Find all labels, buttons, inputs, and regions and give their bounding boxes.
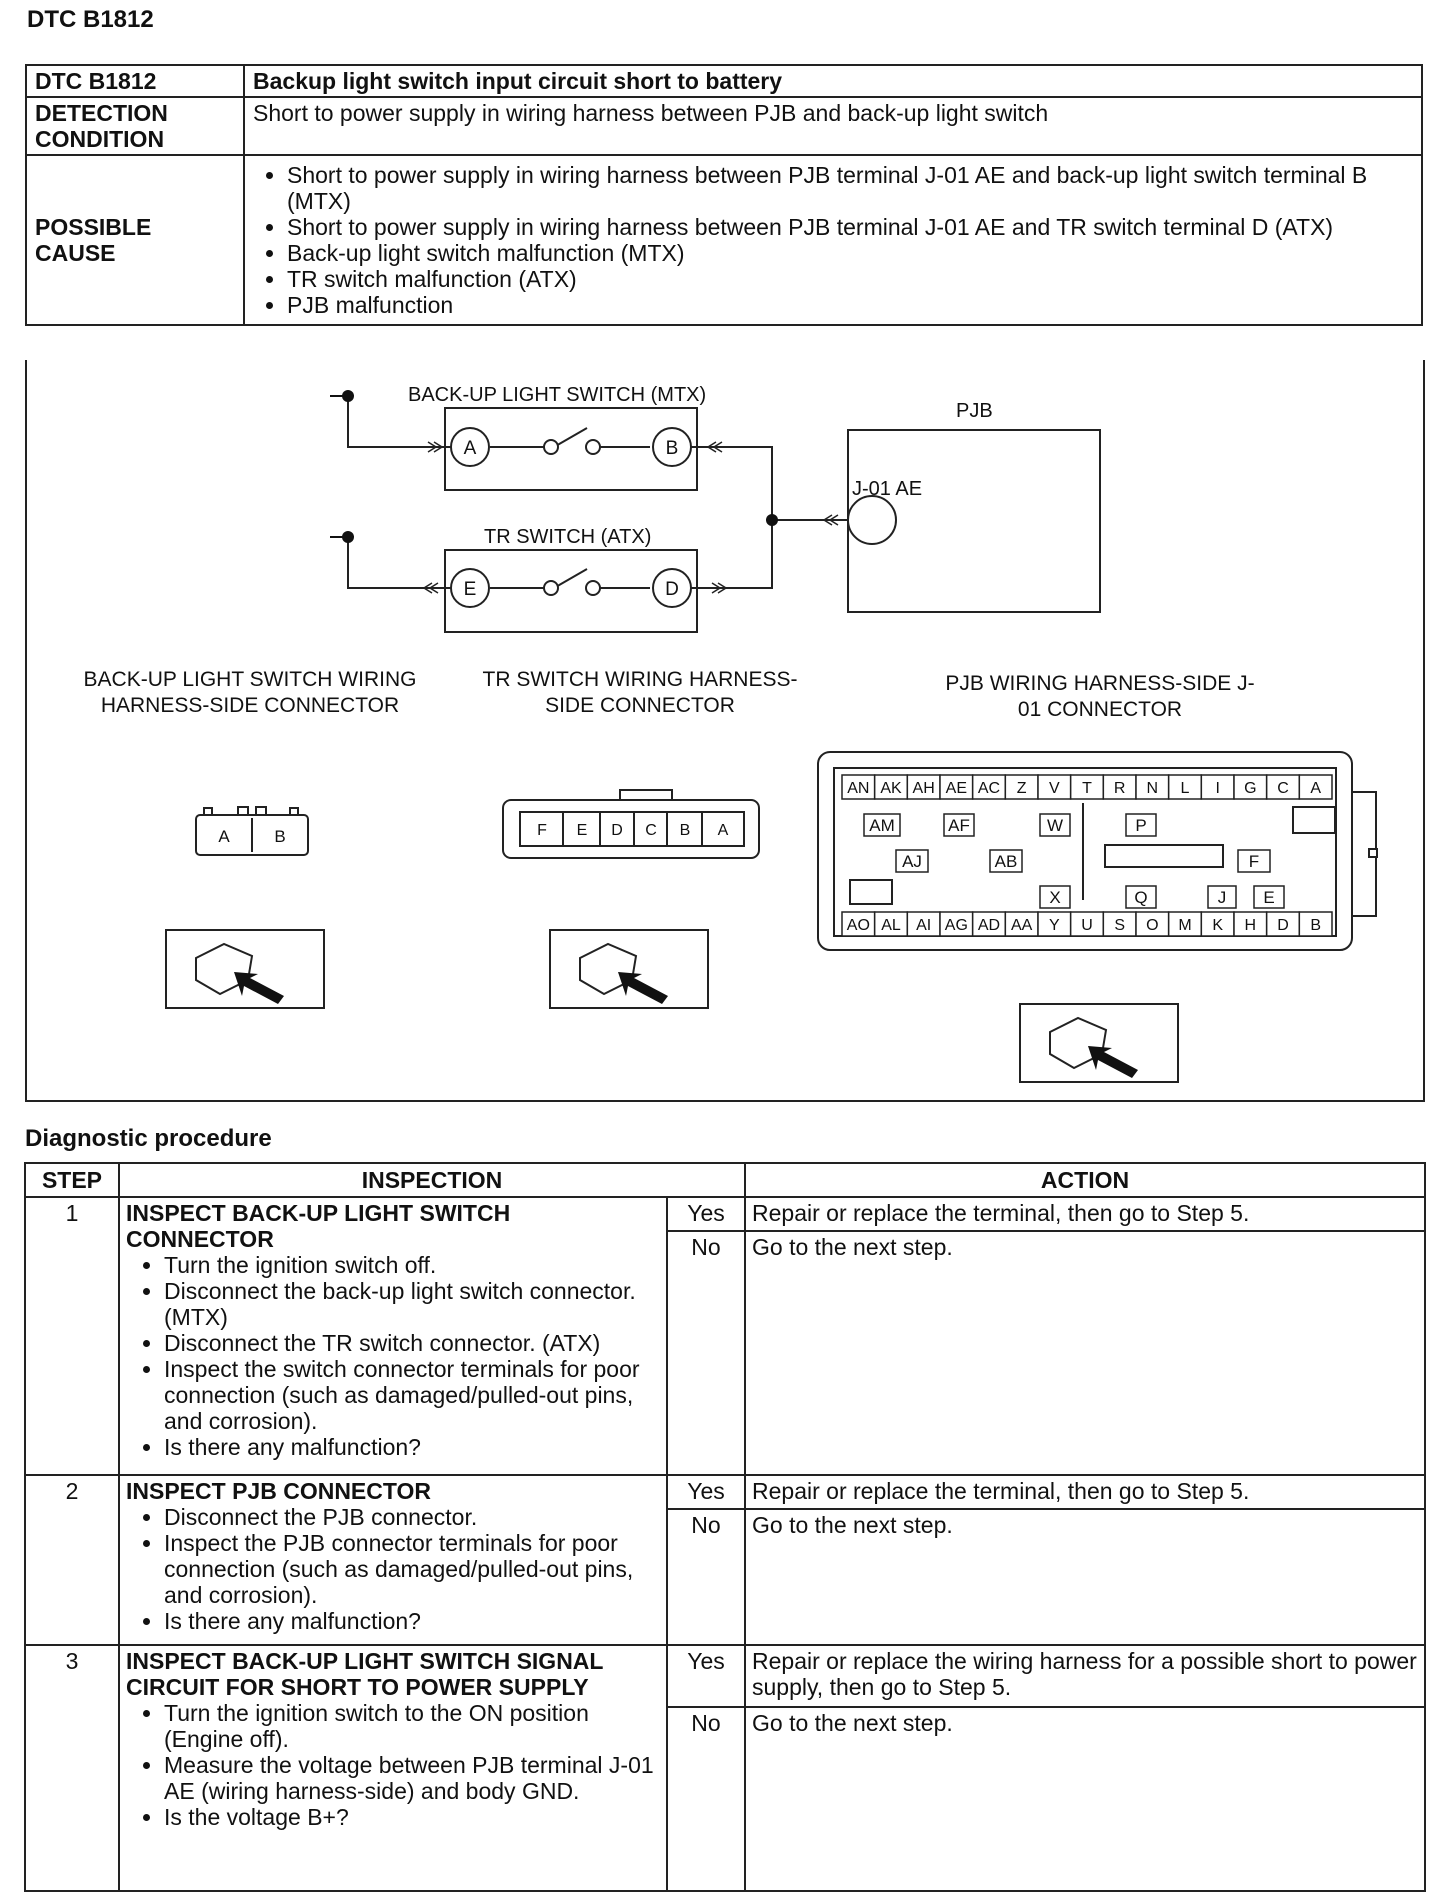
pjb-pin: J (1217, 888, 1227, 907)
step-bullet: • Disconnect the PJB connector. (164, 1504, 660, 1530)
pjb-pin: B (1310, 917, 1322, 934)
header-inspection: INSPECTION (119, 1163, 745, 1197)
connector2-pin: F (537, 822, 547, 839)
yes-label: Yes (667, 1645, 745, 1707)
procedure-header-row (25, 1163, 1425, 1197)
terminal-a: A (463, 438, 477, 459)
step-bullets (126, 1252, 660, 1460)
pjb-pin: S (1114, 917, 1126, 934)
step-bullet: • Inspect the switch connector terminals for poor connection (such as damaged/pulled-out pins, and corrosion). (164, 1356, 660, 1434)
pjb-pin: V (1048, 780, 1060, 797)
yes-action: Repair or replace the terminal, then go to Step 5. (745, 1197, 1425, 1231)
pjb-pin: AN (847, 780, 870, 797)
dtc-value: Backup light switch input circuit short to battery (244, 65, 1422, 97)
step-row (25, 1645, 1425, 1707)
connector2-pin: C (645, 822, 657, 839)
step-number: 1 (25, 1197, 119, 1475)
yes-label: Yes (667, 1197, 745, 1231)
step-bullets (126, 1700, 660, 1830)
no-label: No (667, 1707, 745, 1891)
step-bullet: • Is there any malfunction? (164, 1608, 660, 1634)
step-inspection (119, 1475, 667, 1645)
pjb-pin: U (1081, 917, 1093, 934)
pjb-pin: AL (881, 917, 901, 934)
pjb-pin: AJ (902, 852, 922, 871)
pjb-pin: AH (912, 780, 935, 797)
connector2-pin: E (576, 822, 588, 839)
yes-action: Repair or replace the wiring harness for a possible short to power supply, then go to Step 5. (745, 1645, 1425, 1707)
tr-switch-label: TR SWITCH (ATX) (484, 526, 652, 548)
pjb-terminal-label: J-01 AE (852, 478, 923, 500)
pjb-pin: AC (977, 780, 1001, 797)
connector2-pin: B (679, 822, 691, 839)
pjb-pin: C (1277, 780, 1289, 797)
pjb-pin: R (1113, 780, 1126, 797)
no-action: Go to the next step. (745, 1231, 1425, 1475)
step-row (25, 1197, 1425, 1231)
pjb-terminal-circle (848, 496, 896, 544)
procedure-title: Diagnostic procedure (25, 1125, 272, 1152)
step-bullet: • Is there any malfunction? (164, 1434, 660, 1460)
step-title: INSPECT BACK-UP LIGHT SWITCH CONNECTOR (126, 1200, 511, 1252)
pjb-label: PJB (956, 400, 993, 422)
connector2-pin: D (611, 822, 623, 839)
step-number: 3 (25, 1645, 119, 1891)
pjb-pin: AM (869, 816, 895, 835)
step-inspection (119, 1645, 667, 1891)
step-inspection (119, 1197, 667, 1475)
pjb-pin: AB (994, 852, 1018, 871)
connector1-title: BACK-UP LIGHT SWITCH WIRING HARNESS-SIDE CONNECTOR (83, 668, 417, 717)
pjb-pin: AF (948, 816, 970, 835)
pjb-pin: AO (846, 917, 870, 934)
pjb-pin: AI (916, 917, 932, 934)
pjb-pin: Z (1016, 780, 1027, 797)
procedure-table (24, 1162, 1426, 1892)
step-bullet: • Is the voltage B+? (164, 1804, 660, 1830)
step-bullet: • Disconnect the TR switch connector. (ATX) (164, 1330, 660, 1356)
no-label: No (667, 1231, 745, 1475)
pjb-pin: F (1248, 852, 1260, 871)
step-number: 2 (25, 1475, 119, 1645)
terminal-e: E (463, 579, 477, 600)
no-action: Go to the next step. (745, 1509, 1425, 1645)
no-label: No (667, 1509, 745, 1645)
detection-label: DETECTION CONDITION (26, 97, 244, 155)
signal-wire (690, 447, 772, 588)
step-bullet: • Inspect the PJB connector terminals for poor connection (such as damaged/pulled-out pins, and corrosion). (164, 1530, 660, 1608)
tr-feed-wire (330, 537, 470, 588)
pjb-pin: Q (1134, 888, 1148, 907)
pjb-pin: P (1135, 816, 1147, 835)
step-bullet: • Disconnect the back-up light switch connector. (MTX) (164, 1278, 660, 1330)
pjb-pin: I (1215, 780, 1220, 797)
pjb-pin: M (1178, 917, 1192, 934)
header-action: ACTION (745, 1163, 1425, 1197)
detection-value: Short to power supply in wiring harness between PJB and back-up light switch (244, 97, 1422, 155)
pjb-pin: AD (977, 917, 1001, 934)
step-bullets (126, 1504, 660, 1634)
no-action: Go to the next step. (745, 1707, 1425, 1891)
backup-switch-connector (196, 807, 308, 855)
pjb-pin: K (1212, 917, 1224, 934)
cause-item: • PJB malfunction (287, 292, 1413, 318)
connector2-title: TR SWITCH WIRING HARNESS-SIDE CONNECTOR (482, 668, 798, 717)
terminal-b: B (665, 438, 679, 459)
dtc-label: DTC B1812 (26, 65, 244, 97)
pjb-pin: AK (880, 780, 902, 797)
yes-label: Yes (667, 1475, 745, 1509)
connector1-pin: A (218, 827, 230, 846)
page-title: DTC B1812 (27, 6, 154, 33)
pjb-pin: A (1310, 780, 1322, 797)
terminal-d: D (665, 579, 679, 600)
cause-item: • TR switch malfunction (ATX) (287, 266, 1413, 292)
cause-item: • Short to power supply in wiring harness between PJB terminal J-01 AE and back-up light switch terminal B (MTX) (287, 162, 1413, 214)
step-title: INSPECT PJB CONNECTOR (126, 1478, 432, 1504)
pjb-bottom-row (842, 912, 1332, 936)
backup-switch-label: BACK-UP LIGHT SWITCH (MTX) (408, 384, 707, 406)
pjb-pin: AA (1010, 917, 1033, 934)
pjb-pin: D (1277, 917, 1289, 934)
pjb-pin: AG (944, 917, 968, 934)
pjb-pin: AE (945, 780, 968, 797)
pjb-pin: Y (1048, 917, 1060, 934)
junction-dot (766, 514, 778, 526)
pjb-pin: N (1146, 780, 1159, 797)
cause-item: • Short to power supply in wiring harness between PJB terminal J-01 AE and TR switch terminal D (ATX) (287, 214, 1413, 240)
connector1-pin: B (274, 827, 286, 846)
pjb-pin: E (1263, 888, 1275, 907)
step-row (25, 1475, 1425, 1509)
pjb-pin: G (1244, 780, 1257, 797)
pjb-pin: O (1146, 917, 1159, 934)
cause-label: POSSIBLE CAUSE (26, 155, 244, 325)
step-bullet: • Turn the ignition switch to the ON position (Engine off). (164, 1700, 660, 1752)
pjb-pin: T (1082, 780, 1092, 797)
cause-item: • Back-up light switch malfunction (MTX) (287, 240, 1413, 266)
yes-action: Repair or replace the terminal, then go to Step 5. (745, 1475, 1425, 1509)
pjb-top-row (842, 775, 1332, 799)
connector3-title: PJB WIRING HARNESS-SIDE J-01 CONNECTOR (945, 672, 1255, 721)
header-step: STEP (25, 1163, 119, 1197)
connector2-pin: A (717, 822, 729, 839)
pjb-pin: W (1046, 816, 1064, 835)
step-bullet: • Measure the voltage between PJB terminal J-01 AE (wiring harness-side) and body GND. (164, 1752, 660, 1804)
step-bullet: • Turn the ignition switch off. (164, 1252, 660, 1278)
pjb-pin: X (1049, 888, 1061, 907)
pjb-pin: L (1180, 780, 1190, 797)
pjb-pin: H (1244, 917, 1257, 934)
step-title: INSPECT BACK-UP LIGHT SWITCH SIGNAL CIRCUIT FOR SHORT TO POWER SUPPLY (126, 1648, 604, 1700)
